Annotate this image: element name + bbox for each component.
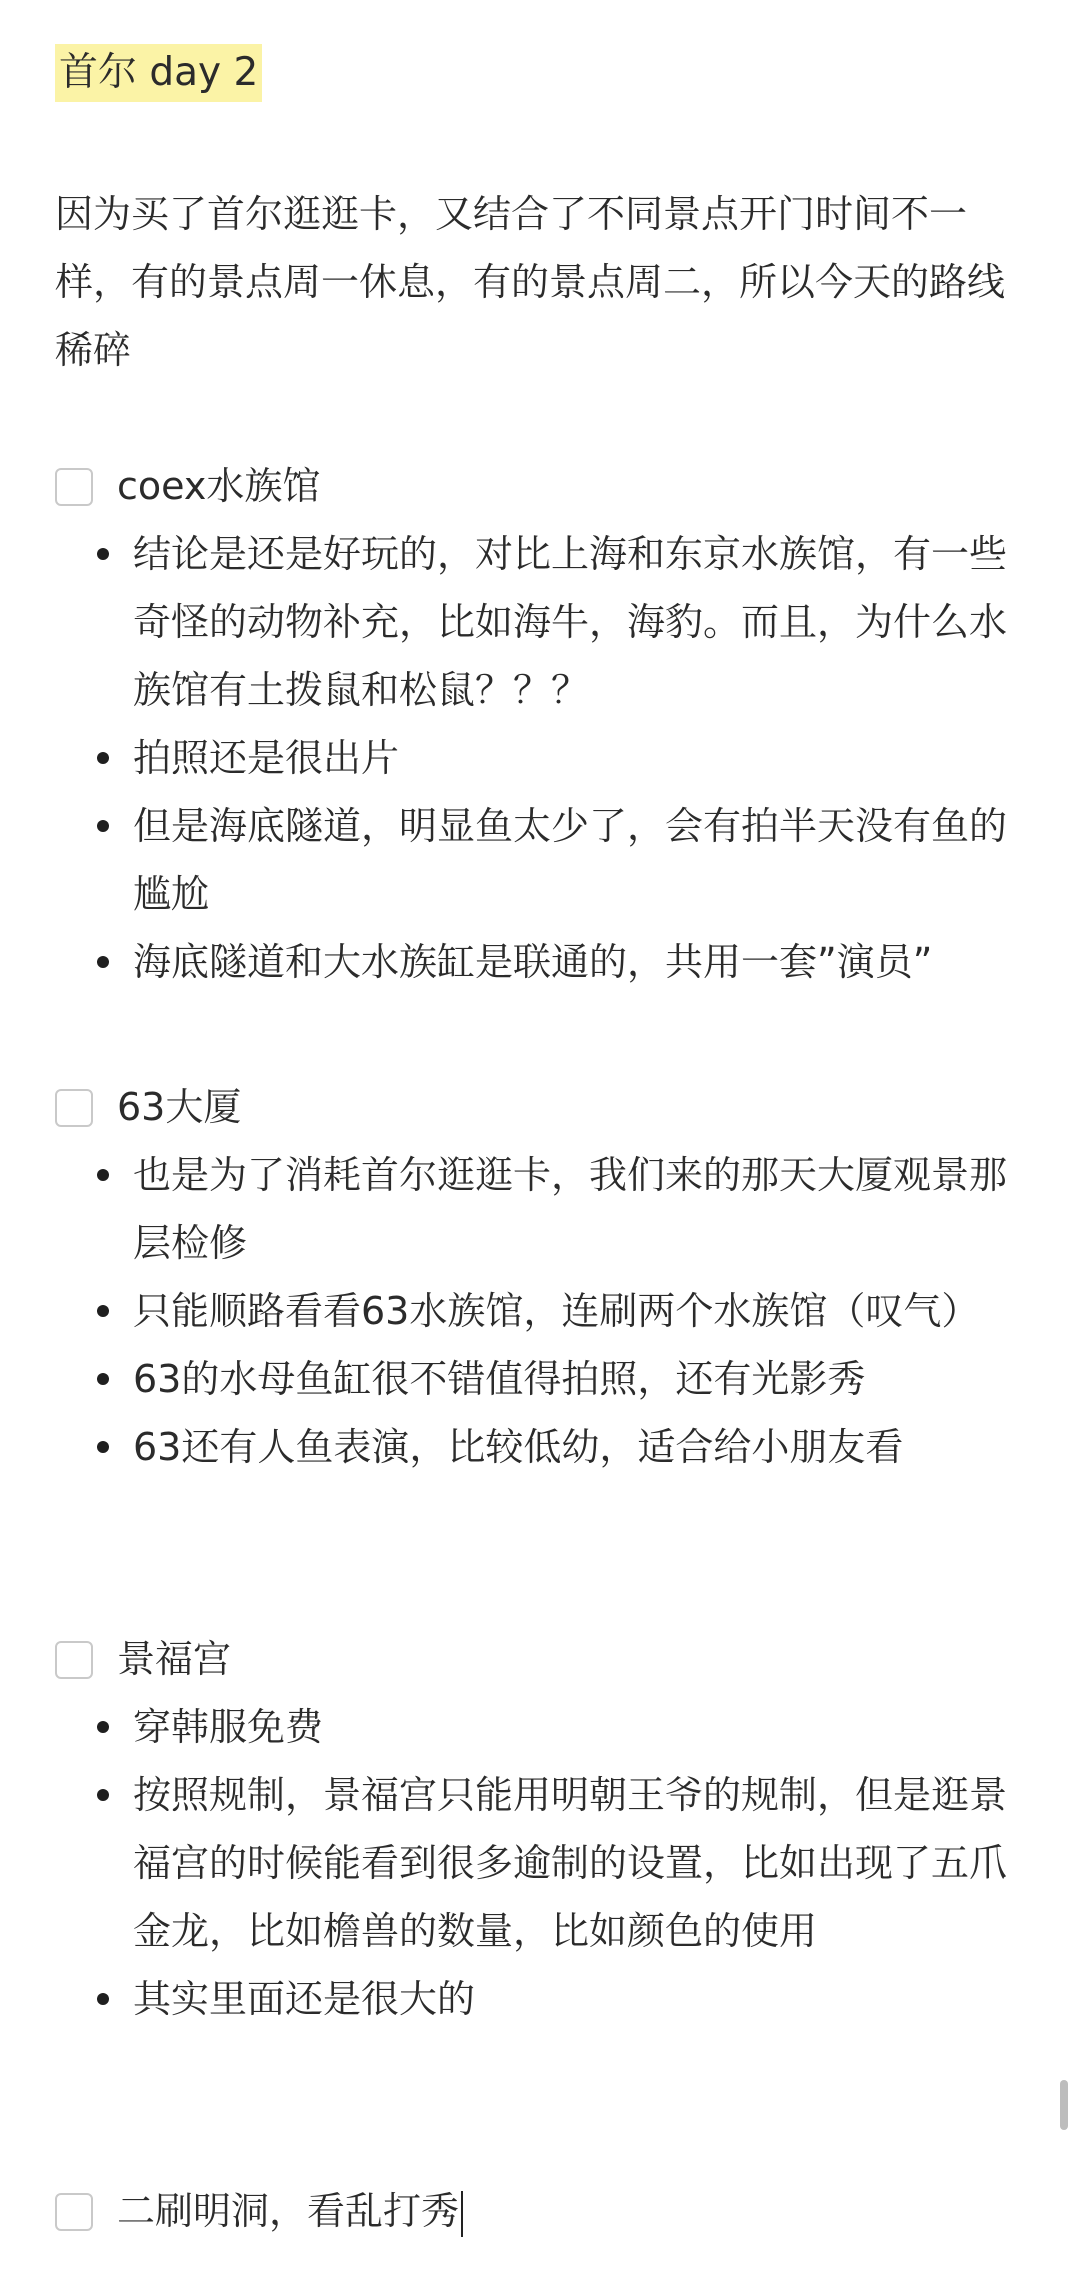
bullet-text: 穿韩服免费 xyxy=(133,1705,324,1749)
todo-label[interactable]: 63大厦 xyxy=(117,1085,242,1129)
bullet-text: 63还有人鱼表演，比较低幼，适合给小朋友看 xyxy=(133,1425,904,1469)
bullet-text: 海底隧道和大水族缸是联通的，共用一套”演员” xyxy=(133,940,933,984)
bullet-text: 拍照还是很出片 xyxy=(133,736,400,780)
bullet-text: 也是为了消耗首尔逛逛卡，我们来的那天大厦观景那层检修 xyxy=(133,1153,1008,1265)
note-title[interactable]: 首尔 day 2 xyxy=(55,44,262,102)
bullet-text: 其实里面还是很大的 xyxy=(133,1977,476,2021)
todo-section-myeongdong xyxy=(55,2177,1035,2245)
bullet-dot xyxy=(97,1441,109,1453)
todo-item xyxy=(55,1625,1035,1693)
checkbox[interactable] xyxy=(55,1089,93,1127)
bullet-dot xyxy=(97,548,109,560)
bullet-dot xyxy=(97,1993,109,2005)
bullet-dot xyxy=(97,1789,109,1801)
todo-label[interactable]: 景福宫 xyxy=(117,1637,232,1681)
todo-section-coex xyxy=(55,452,1035,996)
bullet-item[interactable] xyxy=(55,1761,1018,1965)
bullet-item[interactable] xyxy=(55,724,1018,792)
todo-item xyxy=(55,452,1035,520)
todo-item xyxy=(55,2177,1035,2245)
bullet-item[interactable] xyxy=(55,1345,1018,1413)
todo-label-text: 二刷明洞，看乱打秀 xyxy=(117,2189,460,2233)
bullet-text: 按照规制，景福宫只能用明朝王爷的规制，但是逛景福宫的时候能看到很多逾制的设置，比如出现了五爪金龙，比如檐兽的数量，比如颜色的使用 xyxy=(133,1773,1008,1953)
bullet-item[interactable] xyxy=(55,928,1018,996)
checkbox[interactable] xyxy=(55,468,93,506)
bullet-item[interactable] xyxy=(55,1965,1018,2033)
bullet-item[interactable] xyxy=(55,1277,1018,1345)
bullet-item[interactable] xyxy=(55,792,1018,928)
todo-label[interactable]: coex水族馆 xyxy=(117,464,321,508)
bullet-list xyxy=(55,1693,1035,2033)
bullet-dot xyxy=(97,1373,109,1385)
scrollbar-thumb[interactable] xyxy=(1060,2080,1068,2130)
todo-section-63-building xyxy=(55,1073,1035,1481)
checkbox[interactable] xyxy=(55,2193,93,2231)
bullet-list xyxy=(55,520,1035,996)
bullet-dot xyxy=(97,752,109,764)
bullet-dot xyxy=(97,820,109,832)
bullet-list xyxy=(55,1141,1035,1481)
todo-item xyxy=(55,1073,1035,1141)
bullet-item[interactable] xyxy=(55,520,1018,724)
todo-label[interactable] xyxy=(117,2177,463,2245)
bullet-text: 63的水母鱼缸很不错值得拍照，还有光影秀 xyxy=(133,1357,866,1401)
bullet-dot xyxy=(97,1305,109,1317)
bullet-dot xyxy=(97,1721,109,1733)
bullet-item[interactable] xyxy=(55,1141,1018,1277)
bullet-dot xyxy=(97,1169,109,1181)
checkbox[interactable] xyxy=(55,1641,93,1679)
bullet-text: 但是海底隧道，明显鱼太少了，会有拍半天没有鱼的尴尬 xyxy=(133,804,1008,916)
todo-section-gyeongbokgung xyxy=(55,1625,1035,2033)
bullet-text: 只能顺路看看63水族馆，连刷两个水族馆（叹气） xyxy=(133,1289,980,1333)
text-cursor xyxy=(461,2191,463,2237)
bullet-text: 结论是还是好玩的，对比上海和东京水族馆，有一些奇怪的动物补充，比如海牛，海豹。而且，为什么水族馆有土拨鼠和松鼠？？？ xyxy=(133,532,1008,712)
intro-paragraph[interactable]: 因为买了首尔逛逛卡，又结合了不同景点开门时间不一样，有的景点周一休息，有的景点周二，所以今天的路线稀碎 xyxy=(55,192,1006,372)
bullet-item[interactable] xyxy=(55,1413,1018,1481)
bullet-item[interactable] xyxy=(55,1693,1018,1761)
bullet-dot xyxy=(97,956,109,968)
